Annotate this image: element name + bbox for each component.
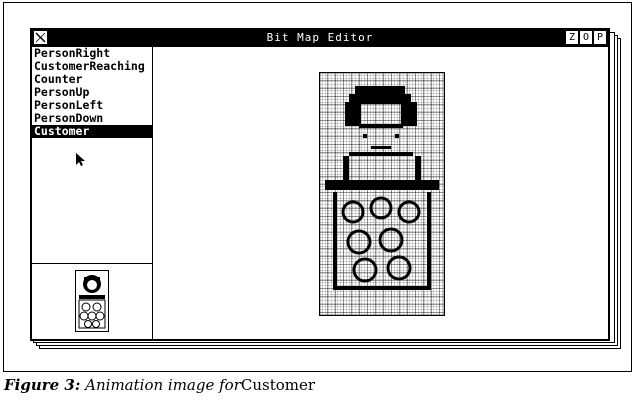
list-item[interactable]: CustomerReaching: [34, 60, 145, 73]
list-item[interactable]: Counter: [34, 73, 83, 86]
list-item[interactable]: PersonUp: [34, 86, 90, 99]
list-item-selected[interactable]: Customer: [32, 125, 152, 138]
title-bar[interactable]: [32, 30, 608, 47]
bitmap-editor-window: [30, 28, 610, 341]
bitmap-list[interactable]: [32, 47, 153, 264]
list-item[interactable]: PersonLeft: [34, 99, 104, 112]
caption-label: Figure 3:: [4, 376, 81, 394]
mouse-cursor-icon: [76, 153, 86, 167]
caption-description: Animation image for: [85, 376, 241, 394]
bitmap-edit-area[interactable]: [153, 47, 608, 339]
customer-thumbnail-image: [75, 270, 109, 332]
list-item[interactable]: PersonRight: [34, 47, 111, 60]
zoom-button[interactable]: Z: [566, 31, 578, 44]
options-button[interactable]: O: [580, 31, 592, 44]
caption-subject: Customer: [240, 376, 316, 394]
figure-caption: [4, 376, 624, 394]
pin-button[interactable]: P: [594, 31, 606, 44]
bitmap-preview-pane: [32, 264, 153, 339]
window-title: Bit Map Editor: [266, 31, 374, 44]
customer-bitmap-grid[interactable]: [319, 72, 445, 316]
list-item[interactable]: PersonDown: [34, 112, 104, 125]
